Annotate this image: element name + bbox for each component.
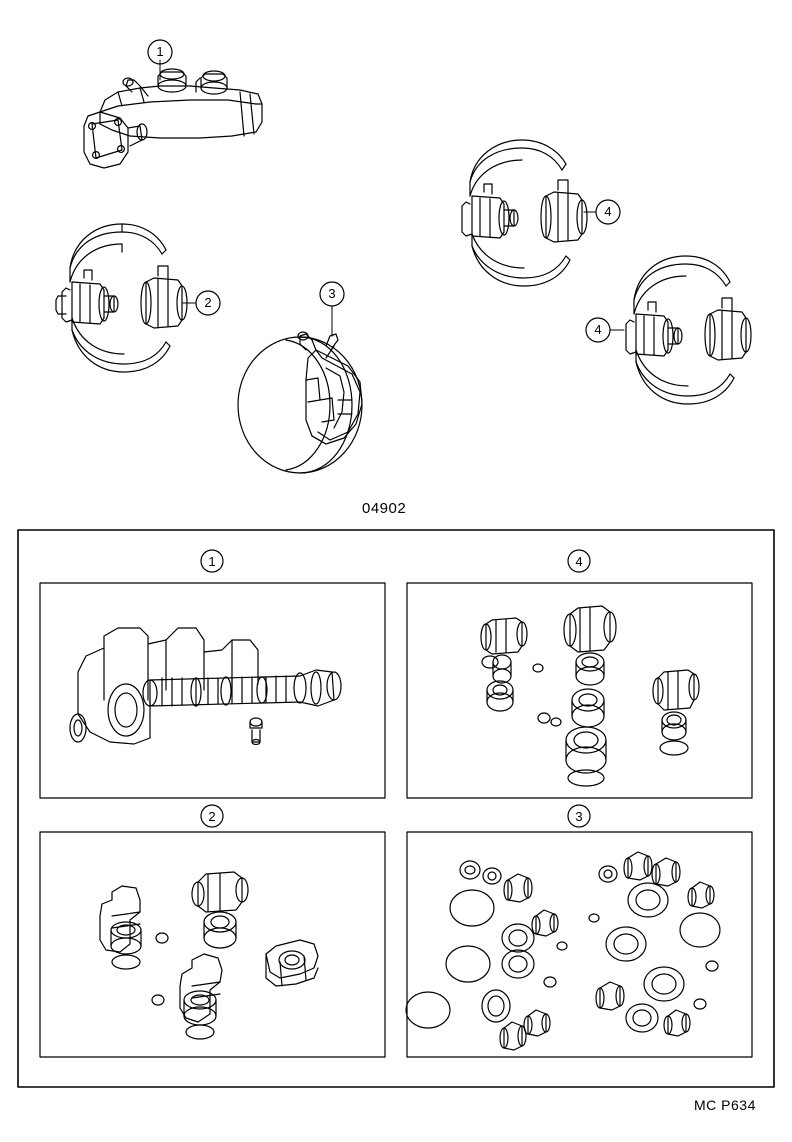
- callout-3: 3: [328, 286, 336, 301]
- kit-label-2: 2: [208, 809, 216, 824]
- wheel-cylinder-kit-rear-panel: [407, 550, 752, 798]
- rear-wheel-cylinder-lower-illustration: [586, 256, 751, 404]
- kit-label-4: 4: [575, 554, 583, 569]
- kit-label-1: 1: [208, 554, 216, 569]
- wheel-cylinder-kit-front-panel: [40, 805, 385, 1057]
- kit-label-3: 3: [575, 809, 583, 824]
- sheet-code: MC P634: [694, 1097, 756, 1113]
- part-number: 04902: [362, 500, 407, 517]
- master-cylinder-illustration: [84, 40, 262, 168]
- rear-drum-brake-left-illustration: [56, 224, 220, 372]
- callout-1: 1: [156, 44, 164, 59]
- master-cylinder-kit-panel: [40, 550, 385, 798]
- front-disc-caliper-illustration: [238, 282, 362, 473]
- disc-brake-caliper-kit-panel: [406, 805, 752, 1057]
- callout-2: 2: [204, 295, 212, 310]
- callout-4-upper: 4: [604, 204, 612, 219]
- rear-wheel-cylinder-upper-illustration: [462, 140, 620, 286]
- callout-4-lower: 4: [594, 322, 602, 337]
